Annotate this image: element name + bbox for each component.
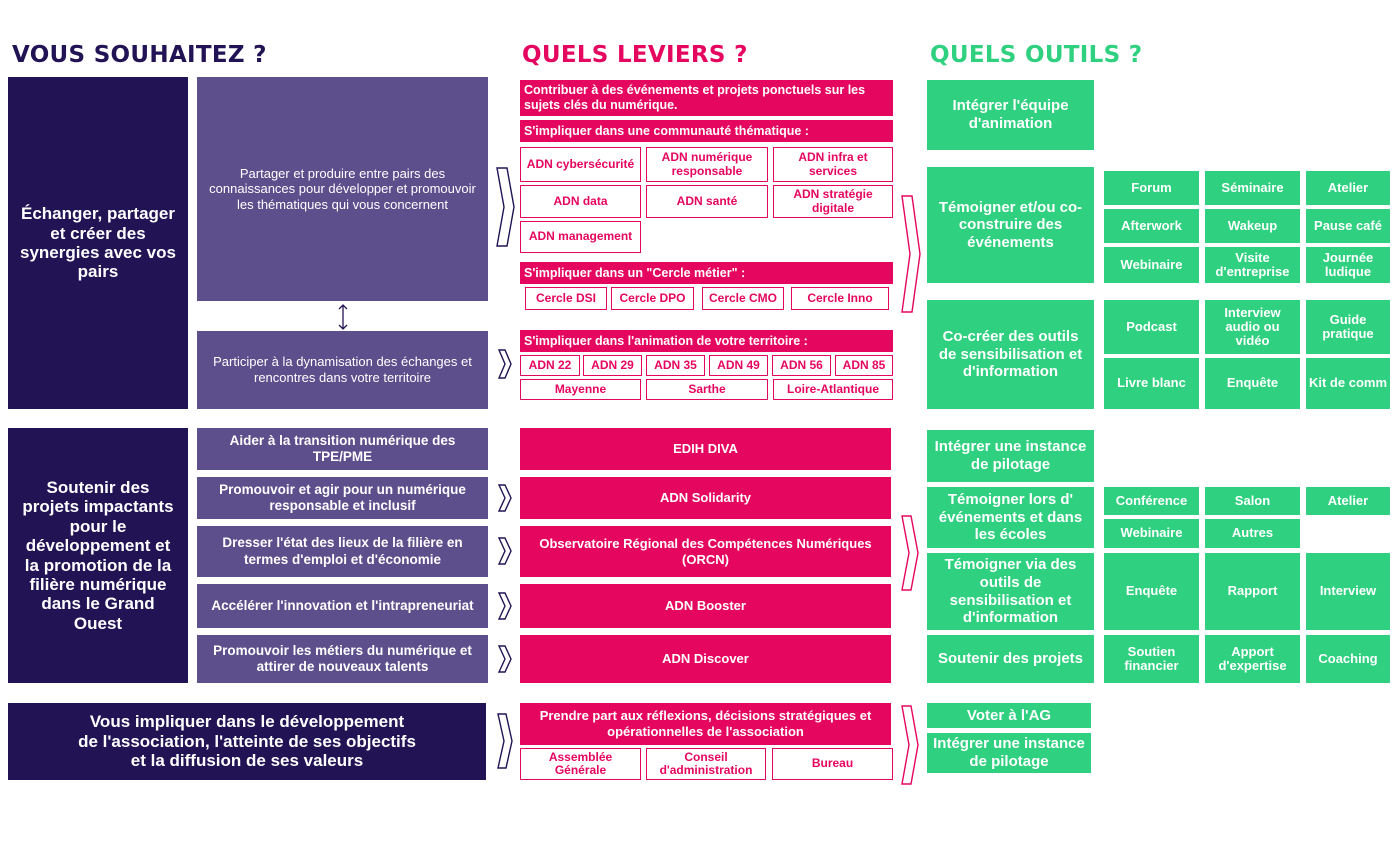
community-tag[interactable]: ADN infra et services [773, 147, 893, 182]
community-tag[interactable]: ADN cybersécurité [520, 147, 641, 182]
lever-adn-discover: ADN Discover [520, 635, 891, 683]
body-tag[interactable]: Bureau [772, 748, 893, 780]
tool-tag[interactable]: Webinaire [1104, 247, 1199, 283]
chevron-right-icon [494, 349, 516, 379]
outil-integrer-equipe: Intégrer l'équipe d'animation [927, 80, 1094, 150]
chevron-right-icon [494, 713, 516, 769]
tool-tag[interactable]: Webinaire [1104, 519, 1199, 548]
region-tag[interactable]: Sarthe [646, 379, 768, 400]
header-leviers: QUELS LEVIERS ? [522, 42, 748, 68]
community-tag[interactable]: ADN numérique responsable [646, 147, 768, 182]
tool-tag[interactable]: Kit de comm [1306, 358, 1390, 409]
tool-tag[interactable]: Podcast [1104, 300, 1199, 354]
sub-etat-des-lieux: Dresser l'état des lieux de la filière en termes d'emploi et d'économie [197, 526, 488, 577]
cercle-tag[interactable]: Cercle CMO [702, 287, 784, 310]
goal-echanger: Échanger, partager et créer des synergies avec vos pairs [8, 77, 188, 409]
tool-tag[interactable]: Autres [1205, 519, 1300, 548]
header-souhaitez: VOUS SOUHAITEZ ? [12, 42, 267, 68]
tool-tag[interactable]: Atelier [1306, 487, 1390, 515]
tool-tag[interactable]: Coaching [1306, 635, 1390, 683]
body-tag[interactable]: Conseil d'administration [646, 748, 766, 780]
lever-communaute: S'impliquer dans une communauté thématique : [520, 120, 893, 142]
tool-tag[interactable]: Salon [1205, 487, 1300, 515]
tool-tag[interactable]: Atelier [1306, 171, 1390, 205]
lever-evenements: Contribuer à des événements et projets ponctuels sur les sujets clés du numérique. [520, 80, 893, 116]
sub-innovation: Accélérer l'innovation et l'intrapreneuriat [197, 584, 488, 628]
tool-tag[interactable]: Apport d'expertise [1205, 635, 1300, 683]
tool-tag[interactable]: Interview audio ou vidéo [1205, 300, 1300, 354]
territory-tag[interactable]: ADN 35 [646, 355, 705, 376]
tool-tag[interactable]: Enquête [1205, 358, 1300, 409]
sub-transition: Aider à la transition numérique des TPE/PME [197, 428, 488, 470]
community-tag[interactable]: ADN data [520, 185, 641, 218]
tool-tag[interactable]: Afterwork [1104, 209, 1199, 243]
outil-evenements-ecoles: Témoigner lors d' événements et dans les écoles [927, 487, 1094, 548]
sub-participer: Participer à la dynamisation des échanges et rencontres dans votre territoire [197, 331, 488, 409]
sub-responsable: Promouvoir et agir pour un numérique responsable et inclusif [197, 477, 488, 519]
territory-tag[interactable]: ADN 29 [583, 355, 642, 376]
body-tag[interactable]: Assemblée Générale [520, 748, 641, 780]
chevron-right-icon [899, 195, 923, 313]
chevron-right-icon [494, 645, 516, 673]
goal-soutenir: Soutenir des projets impactants pour le développement et la promotion de la filière numérique dans le Grand Ouest [8, 428, 188, 683]
outil-pilotage: Intégrer une instance de pilotage [927, 430, 1094, 482]
territory-tag[interactable]: ADN 49 [709, 355, 768, 376]
tool-tag[interactable]: Forum [1104, 171, 1199, 205]
chevron-right-icon [494, 592, 516, 620]
tool-tag[interactable]: Conférence [1104, 487, 1199, 515]
tool-tag[interactable]: Wakeup [1205, 209, 1300, 243]
tool-tag[interactable]: Livre blanc [1104, 358, 1199, 409]
header-outils: QUELS OUTILS ? [930, 42, 1143, 68]
chevron-right-icon [494, 484, 516, 512]
cercle-tag[interactable]: Cercle DSI [525, 287, 607, 310]
region-tag[interactable]: Loire-Atlantique [773, 379, 893, 400]
lever-adn-solidarity: ADN Solidarity [520, 477, 891, 519]
lever-orcn: Observatoire Régional des Compétences Numériques (ORCN) [520, 526, 891, 577]
tool-tag[interactable]: Interview [1306, 553, 1390, 630]
goal-impliquer: Vous impliquer dans le développement de l'association, l'atteinte de ses objectifs et la diffusion de ses valeurs [8, 703, 486, 780]
territory-tag[interactable]: ADN 56 [772, 355, 831, 376]
chevron-right-icon [494, 537, 516, 565]
community-tag[interactable]: ADN santé [646, 185, 768, 218]
outil-temoigner-outils: Témoigner via des outils de sensibilisation et d'information [927, 553, 1094, 630]
tool-tag[interactable]: Soutien financier [1104, 635, 1199, 683]
chevron-right-icon [899, 705, 921, 785]
tool-tag[interactable]: Rapport [1205, 553, 1300, 630]
outil-soutenir: Soutenir des projets [927, 635, 1094, 683]
tool-tag[interactable]: Journée ludique [1306, 247, 1390, 283]
territory-tag[interactable]: ADN 85 [835, 355, 893, 376]
outil-temoigner: Témoigner et/ou co-construire des événements [927, 167, 1094, 283]
tool-tag[interactable]: Séminaire [1205, 171, 1300, 205]
territory-tag[interactable]: ADN 22 [520, 355, 580, 376]
cercle-tag[interactable]: Cercle Inno [791, 287, 889, 310]
lever-reflexions: Prendre part aux réflexions, décisions stratégiques et opérationnelles de l'association [520, 703, 891, 745]
sub-partager: Partager et produire entre pairs des connaissances pour développer et promouvoir les thématiques qui vous concernent [197, 77, 488, 301]
outil-cocreer: Co-créer des outils de sensibilisation et d'information [927, 300, 1094, 409]
community-tag[interactable]: ADN management [520, 221, 641, 253]
chevron-right-icon [899, 515, 921, 591]
sub-metiers: Promouvoir les métiers du numérique et attirer de nouveaux talents [197, 635, 488, 683]
tool-tag[interactable]: Guide pratique [1306, 300, 1390, 354]
cercle-tag[interactable]: Cercle DPO [611, 287, 694, 310]
lever-edih-diva: EDIH DIVA [520, 428, 891, 470]
tool-tag[interactable]: Visite d'entreprise [1205, 247, 1300, 283]
outil-voter: Voter à l'AG [927, 703, 1091, 728]
chevron-right-icon [494, 167, 516, 247]
lever-territoire: S'impliquer dans l'animation de votre territoire : [520, 330, 893, 352]
double-arrow-icon [336, 303, 350, 331]
tool-tag[interactable]: Enquête [1104, 553, 1199, 630]
community-tag[interactable]: ADN stratégie digitale [773, 185, 893, 218]
tool-tag[interactable]: Pause café [1306, 209, 1390, 243]
lever-adn-booster: ADN Booster [520, 584, 891, 628]
lever-cercle: S'impliquer dans un "Cercle métier" : [520, 262, 893, 284]
outil-pilotage-asso: Intégrer une instance de pilotage [927, 733, 1091, 773]
region-tag[interactable]: Mayenne [520, 379, 641, 400]
